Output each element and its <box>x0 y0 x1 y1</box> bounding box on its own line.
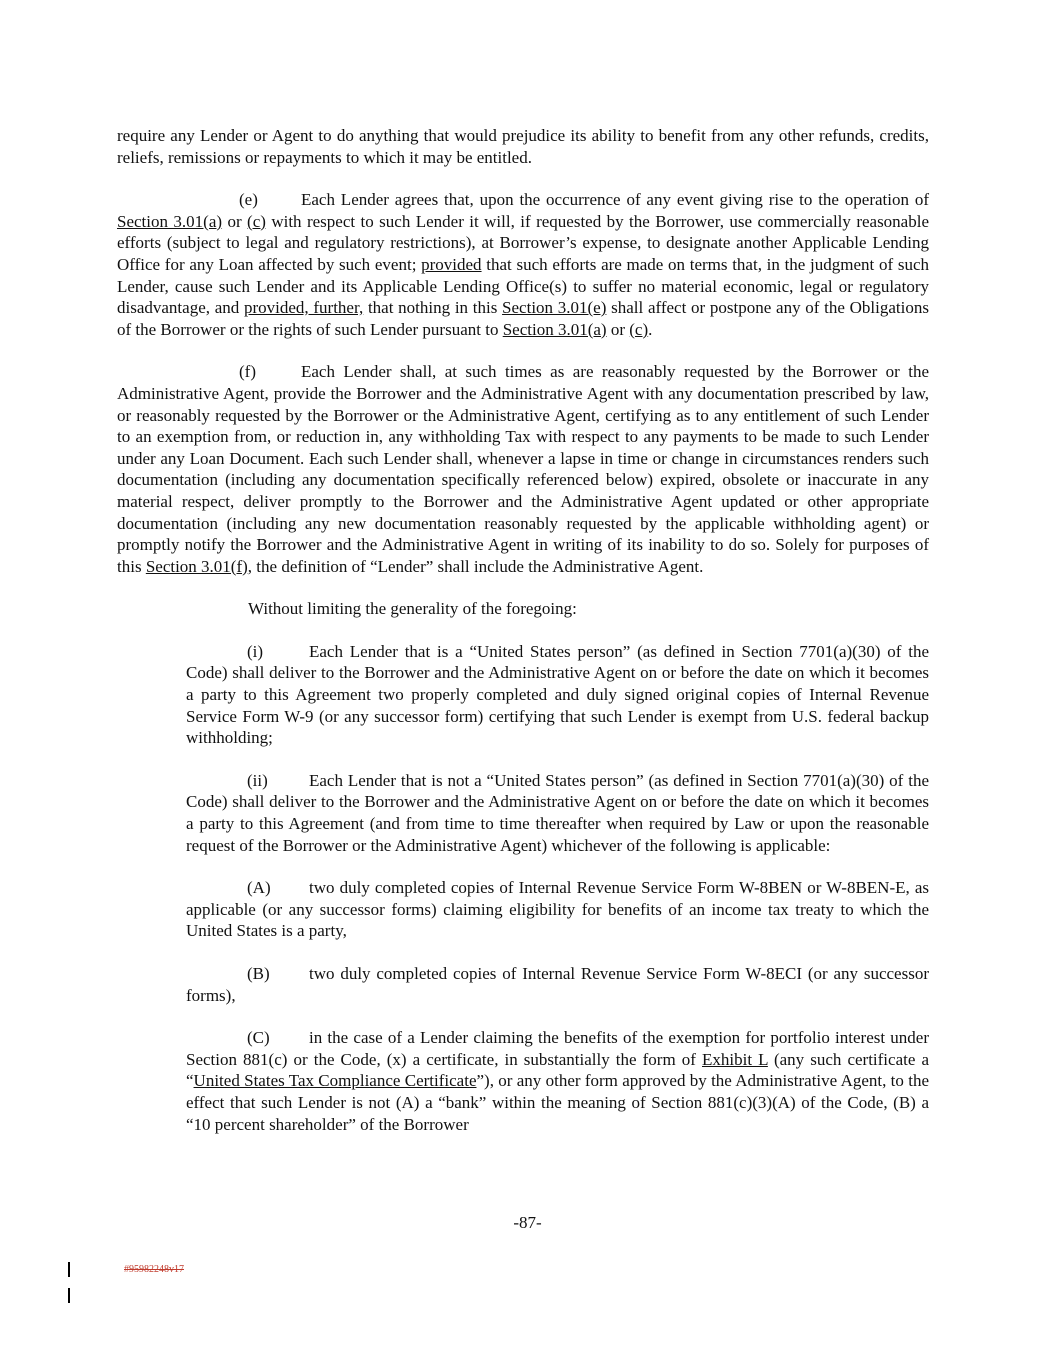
e-text-3: with respect to such Lender it will, if requested by the Borrower, use commercially reasonable efforts (subject to legal and regulatory restrictions), at Borrower’s expense, to designate another Applicable Lending Office for any Loan affected by such event; <box>117 211 929 274</box>
C-ref-2: United States Tax Compliance Certificate <box>193 1071 477 1091</box>
C-text-2: (any such certificate a “ <box>186 1049 929 1091</box>
C-ref-1: Exhibit L <box>702 1049 768 1069</box>
change-bar <box>68 1288 70 1303</box>
f-ref-1: Section 3.01(f) <box>145 556 248 576</box>
paragraph-ii <box>186 770 929 856</box>
e-text-6: shall affect or postpone any of the Obligations of the Borrower or the rights of such Lender pursuant to <box>117 298 929 339</box>
label-ii: (ii) <box>247 770 268 790</box>
paragraph-C <box>186 1027 929 1135</box>
e-text-8: . <box>648 319 653 339</box>
e-text-2: or <box>222 211 248 231</box>
label-B: (B) <box>247 964 270 983</box>
label-e: (e) <box>239 190 258 210</box>
f-text-1: Each Lender shall, at such times as are reasonably requested by the Borrower or the Administrative Agent, provide the Borrower and the Administrative Agent with any documentation prescribed by law, or reasonably requested by the Borrower or the Administrative Agent, certifying as to any entitlement of such Lender to an exemption from, or reduction in, any withholding Tax with respect to any payments to be made to such Lender under any Loan Document. Each such Lender shall, whenever a lapse in time or change in circumstances renders such documentation (including any documentation specifically referenced below) expired, obsolete or inaccurate in any material respect, deliver promptly to the Borrower and the Administrative Agent updated or other appropriate documentation (including any new documentation reasonably requested by the applicable withholding agent) or promptly notify the Borrower and the Administrative Agent in writing of its inability to do so. Solely for purposes of this <box>117 362 929 576</box>
e-ref-5: Section 3.01(e) <box>502 298 607 318</box>
C-text-3: ”), or any other form approved by the Administrative Agent, to the effect that such Lender is not (A) a “bank” within the meaning of Section 881(c)(3)(A) of the Code, (B) a “10 percent shareholder” of the Borrower <box>186 1071 929 1134</box>
label-A: (A) <box>247 878 271 898</box>
paragraph-i <box>186 641 929 749</box>
ii-text: Each Lender that is not a “United States person” (as defined in Section 7701(a)(30) of the Code) shall deliver to the Borrower and the Administrative Agent on or before the date on which it becomes a party to this Agreement (and from time to time thereafter when required by Law or upon the reasonable request of the Borrower or the Administrative Agent) whichever of the following is applicable: <box>186 770 929 855</box>
C-text-1: in the case of a Lender claiming the benefits of the exemption for portfolio interest under Section 881(c) or the Code, (x) a certificate, in substantially the form of <box>186 1028 929 1069</box>
e-ref-7: (c) <box>629 319 649 339</box>
A-text: two duly completed copies of Internal Revenue Service Form W-8BEN or W-8BEN-E, as applicable (or any successor forms) claiming eligibility for benefits of an income tax treaty to which the United States is a party, <box>186 878 929 941</box>
document-body <box>117 125 929 1156</box>
without-limiting: Without limiting the generality of the foregoing: <box>248 599 577 619</box>
e-ref-1: Section 3.01(a) <box>117 211 223 231</box>
f-text-2: , the definition of “Lender” shall include the Administrative Agent. <box>247 556 704 576</box>
paragraph-B <box>186 963 929 1006</box>
paragraph-f <box>117 361 929 577</box>
e-text-5: that nothing in this <box>363 298 503 318</box>
label-C: (C) <box>247 1028 270 1048</box>
continuation-paragraph: require any Lender or Agent to do anything that would prejudice its ability to benefit from any other refunds, credits, reliefs, remissions or repayments to which it may be entitled. <box>117 126 929 167</box>
e-ref-2: (c) <box>247 211 266 231</box>
e-ref-4: provided, further, <box>243 298 364 318</box>
document-id: #95982248v17 <box>124 1264 184 1275</box>
paragraph-e <box>117 189 929 340</box>
B-text: two duly completed copies of Internal Revenue Service Form W-8ECI (or any successor forms), <box>186 964 929 1005</box>
e-ref-3: provided <box>421 254 482 274</box>
page-number: -87- <box>513 1213 542 1232</box>
label-i: (i) <box>247 641 264 661</box>
e-text-7: or <box>606 319 630 339</box>
change-bar <box>68 1262 70 1277</box>
e-text-4: that such efforts are made on terms that, in the judgment of such Lender, cause such Lender and its Applicable Lending Office(s) to suffer no material economic, legal or regulatory disadvantage, and <box>117 254 929 318</box>
paragraph-A <box>186 877 929 942</box>
label-f: (f) <box>239 362 256 382</box>
e-ref-6: Section 3.01(a) <box>502 319 607 339</box>
i-text: Each Lender that is a “United States person” (as defined in Section 7701(a)(30) of the Code) shall deliver to the Borrower and the Administrative Agent on or before the date on which it becomes a party to this Agreement two properly completed and duly signed original copies of Internal Revenue Service Form W-9 (or any successor form) certifying that such Lender is exempt from U.S. federal backup withholding; <box>186 641 929 748</box>
e-text-1: Each Lender agrees that, upon the occurrence of any event giving rise to the operation of <box>301 190 929 210</box>
